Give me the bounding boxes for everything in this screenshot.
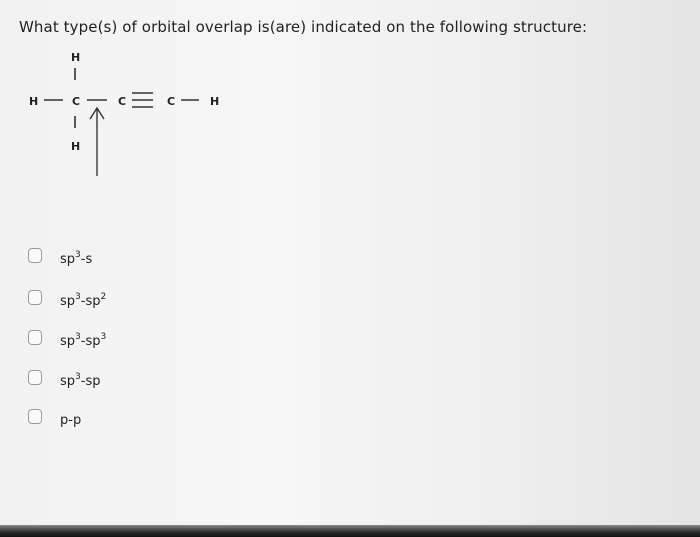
indicator-arrow-head (90, 108, 104, 119)
atom-carbon-3: C (167, 95, 176, 108)
atom-right-h: H (210, 95, 220, 108)
checkbox-icon[interactable] (28, 409, 42, 424)
question-text: What type(s) of orbital overlap is(are) indicated on the following structure: (19, 18, 588, 36)
checkbox-icon[interactable] (28, 290, 42, 305)
checkbox-icon[interactable] (28, 370, 42, 385)
monitor-bezel (0, 525, 700, 537)
atom-carbon-1: C (72, 95, 81, 108)
checkbox-icon[interactable] (28, 248, 42, 263)
atom-left-h: H (29, 95, 39, 108)
atom-bottom-h: H (71, 140, 81, 153)
option-label: p-p (60, 413, 82, 428)
option-label: $sp^3-sp^3$ (60, 332, 107, 349)
option-label: $sp^3-sp$ (60, 372, 101, 389)
atom-top-h: H (71, 51, 81, 64)
option-label: $sp^3-sp^2$ (60, 292, 107, 309)
atom-carbon-2: C (118, 95, 127, 108)
option-label: $sp^3-s$ (60, 250, 93, 267)
checkbox-icon[interactable] (28, 330, 42, 345)
